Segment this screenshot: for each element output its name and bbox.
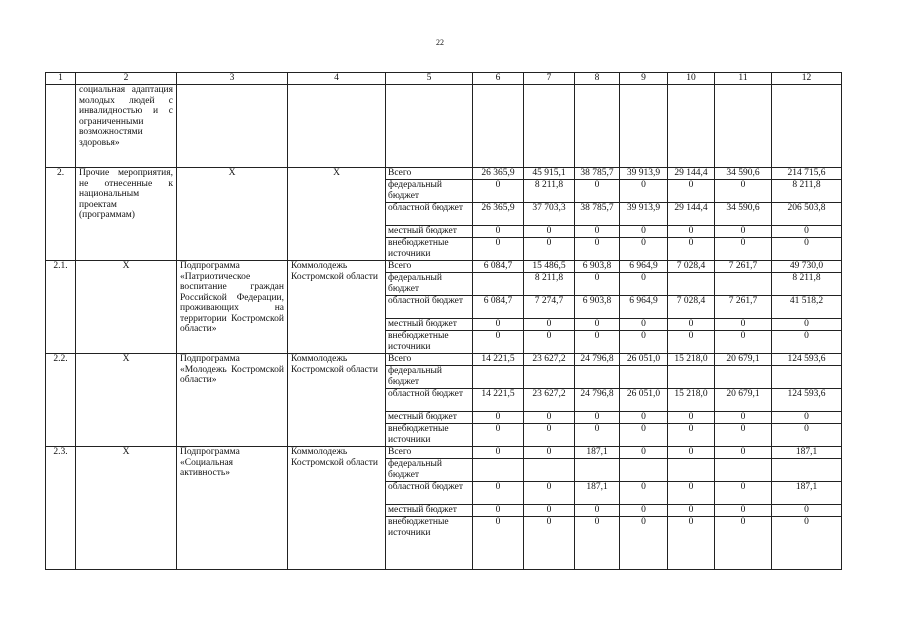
amount-cell-col11: 34 590,6 bbox=[715, 168, 772, 180]
amount-cell-col12: 41 518,2 bbox=[772, 296, 842, 319]
amount-cell-col8: 0 bbox=[575, 424, 620, 447]
amount-cell-col9: 0 bbox=[620, 447, 668, 459]
amount-cell-col9: 0 bbox=[620, 482, 668, 505]
executor: Коммолодежь Костромской области bbox=[288, 447, 386, 570]
empty-cell bbox=[386, 85, 473, 168]
table-row bbox=[46, 447, 842, 459]
table-row bbox=[46, 261, 842, 273]
amount-cell-col8: 0 bbox=[575, 319, 620, 331]
amount-cell-col6: 6 084,7 bbox=[473, 261, 524, 273]
funding-source: местный бюджет bbox=[386, 226, 473, 238]
continued-num-cell bbox=[46, 85, 76, 168]
amount-cell-col8: 6 903,8 bbox=[575, 261, 620, 273]
funding-source: федеральный бюджет bbox=[386, 180, 473, 203]
column-number-row bbox=[46, 73, 842, 85]
amount-cell-col12 bbox=[772, 366, 842, 389]
amount-cell-col11: 0 bbox=[715, 226, 772, 238]
amount-cell-col12: 214 715,6 bbox=[772, 168, 842, 180]
event-name: Х bbox=[76, 447, 177, 570]
event-name: Х bbox=[76, 261, 177, 354]
amount-cell-col10: 0 bbox=[668, 331, 715, 354]
amount-cell-col10: 0 bbox=[668, 517, 715, 570]
column-number-5: 5 bbox=[386, 73, 473, 85]
amount-cell-col8: 38 785,7 bbox=[575, 168, 620, 180]
amount-cell-col9: 0 bbox=[620, 424, 668, 447]
program-name: Подпрограмма «Молодежь Костромской области» bbox=[177, 354, 288, 447]
event-name: Прочие мероприятия, не отнесенные к национальным проектам (программам) bbox=[76, 168, 177, 261]
amount-cell-col9: 26 051,0 bbox=[620, 389, 668, 412]
table-row bbox=[46, 354, 842, 366]
amount-cell-col12: 0 bbox=[772, 331, 842, 354]
amount-cell-col11: 0 bbox=[715, 180, 772, 203]
amount-cell-col10: 15 218,0 bbox=[668, 354, 715, 366]
amount-cell-col11: 0 bbox=[715, 517, 772, 570]
amount-cell-col12: 0 bbox=[772, 505, 842, 517]
continued-text: социальная адаптация молодых людей с инвалидностью и с ограниченными возможностями здоровья» bbox=[76, 85, 177, 168]
funding-source: федеральный бюджет bbox=[386, 459, 473, 482]
row-number: 2.2. bbox=[46, 354, 76, 447]
amount-cell-col6: 0 bbox=[473, 517, 524, 570]
empty-cell bbox=[772, 85, 842, 168]
amount-cell-col10 bbox=[668, 366, 715, 389]
funding-source: внебюджетные источники bbox=[386, 331, 473, 354]
empty-cell bbox=[575, 85, 620, 168]
amount-cell-col11: 20 679,1 bbox=[715, 354, 772, 366]
amount-cell-col6: 0 bbox=[473, 505, 524, 517]
amount-cell-col6: 14 221,5 bbox=[473, 354, 524, 366]
amount-cell-col7: 37 703,3 bbox=[524, 203, 575, 226]
column-number-4: 4 bbox=[288, 73, 386, 85]
amount-cell-col10: 0 bbox=[668, 319, 715, 331]
amount-cell-col9: 0 bbox=[620, 517, 668, 570]
amount-cell-col6: 0 bbox=[473, 447, 524, 459]
amount-cell-col6: 6 084,7 bbox=[473, 296, 524, 319]
amount-cell-col11: 7 261,7 bbox=[715, 261, 772, 273]
amount-cell-col6 bbox=[473, 366, 524, 389]
empty-cell bbox=[473, 85, 524, 168]
amount-cell-col10: 0 bbox=[668, 180, 715, 203]
funding-source: областной бюджет bbox=[386, 203, 473, 226]
amount-cell-col11: 0 bbox=[715, 447, 772, 459]
amount-cell-col6: 0 bbox=[473, 238, 524, 261]
amount-cell-col9: 26 051,0 bbox=[620, 354, 668, 366]
amount-cell-col11: 34 590,6 bbox=[715, 203, 772, 226]
amount-cell-col7 bbox=[524, 459, 575, 482]
amount-cell-col7: 0 bbox=[524, 331, 575, 354]
amount-cell-col8: 24 796,8 bbox=[575, 354, 620, 366]
amount-cell-col12: 187,1 bbox=[772, 447, 842, 459]
amount-cell-col12: 8 211,8 bbox=[772, 180, 842, 203]
amount-cell-col7: 0 bbox=[524, 424, 575, 447]
amount-cell-col9: 6 964,9 bbox=[620, 296, 668, 319]
amount-cell-col7: 0 bbox=[524, 412, 575, 424]
amount-cell-col11: 0 bbox=[715, 319, 772, 331]
empty-cell bbox=[524, 85, 575, 168]
amount-cell-col12: 0 bbox=[772, 517, 842, 570]
amount-cell-col12: 8 211,8 bbox=[772, 273, 842, 296]
column-number-8: 8 bbox=[575, 73, 620, 85]
amount-cell-col7: 23 627,2 bbox=[524, 354, 575, 366]
event-name: Х bbox=[76, 354, 177, 447]
amount-cell-col11 bbox=[715, 273, 772, 296]
empty-cell bbox=[177, 85, 288, 168]
row-number: 2. bbox=[46, 168, 76, 261]
amount-cell-col8: 187,1 bbox=[575, 447, 620, 459]
amount-cell-col9: 0 bbox=[620, 180, 668, 203]
amount-cell-col7 bbox=[524, 366, 575, 389]
amount-cell-col9 bbox=[620, 459, 668, 482]
amount-cell-col11: 0 bbox=[715, 238, 772, 261]
amount-cell-col10: 0 bbox=[668, 447, 715, 459]
amount-cell-col10: 7 028,4 bbox=[668, 261, 715, 273]
funding-source: Всего bbox=[386, 447, 473, 459]
amount-cell-col12: 0 bbox=[772, 226, 842, 238]
amount-cell-col7: 7 274,7 bbox=[524, 296, 575, 319]
amount-cell-col12: 187,1 bbox=[772, 482, 842, 505]
amount-cell-col10: 0 bbox=[668, 226, 715, 238]
amount-cell-col10 bbox=[668, 273, 715, 296]
amount-cell-col10: 0 bbox=[668, 412, 715, 424]
executor: Х bbox=[288, 168, 386, 261]
amount-cell-col6: 0 bbox=[473, 424, 524, 447]
funding-source: местный бюджет bbox=[386, 319, 473, 331]
amount-cell-col8: 0 bbox=[575, 412, 620, 424]
amount-cell-col9: 6 964,9 bbox=[620, 261, 668, 273]
empty-cell bbox=[715, 85, 772, 168]
amount-cell-col7: 0 bbox=[524, 482, 575, 505]
amount-cell-col12: 49 730,0 bbox=[772, 261, 842, 273]
row-number: 2.3. bbox=[46, 447, 76, 570]
program-name: Подпрограмма «Социальная активность» bbox=[177, 447, 288, 570]
funding-source: Всего bbox=[386, 261, 473, 273]
amount-cell-col9: 0 bbox=[620, 226, 668, 238]
amount-cell-col11: 0 bbox=[715, 505, 772, 517]
amount-cell-col12: 0 bbox=[772, 412, 842, 424]
amount-cell-col11: 0 bbox=[715, 482, 772, 505]
amount-cell-col6: 26 365,9 bbox=[473, 203, 524, 226]
funding-source: внебюджетные источники bbox=[386, 238, 473, 261]
amount-cell-col6: 26 365,9 bbox=[473, 168, 524, 180]
column-number-1: 1 bbox=[46, 73, 76, 85]
table-row bbox=[46, 168, 842, 180]
amount-cell-col10: 29 144,4 bbox=[668, 168, 715, 180]
column-number-11: 11 bbox=[715, 73, 772, 85]
amount-cell-col6: 0 bbox=[473, 319, 524, 331]
column-number-2: 2 bbox=[76, 73, 177, 85]
amount-cell-col7: 45 915,1 bbox=[524, 168, 575, 180]
funding-source: областной бюджет bbox=[386, 389, 473, 412]
column-number-7: 7 bbox=[524, 73, 575, 85]
amount-cell-col8: 187,1 bbox=[575, 482, 620, 505]
funding-source: Всего bbox=[386, 354, 473, 366]
column-number-3: 3 bbox=[177, 73, 288, 85]
amount-cell-col12: 0 bbox=[772, 319, 842, 331]
amount-cell-col10: 29 144,4 bbox=[668, 203, 715, 226]
amount-cell-col9: 0 bbox=[620, 505, 668, 517]
amount-cell-col12: 206 503,8 bbox=[772, 203, 842, 226]
column-number-9: 9 bbox=[620, 73, 668, 85]
program-name: Х bbox=[177, 168, 288, 261]
amount-cell-col8: 0 bbox=[575, 505, 620, 517]
amount-cell-col8 bbox=[575, 459, 620, 482]
continued-row bbox=[46, 85, 842, 168]
funding-source: областной бюджет bbox=[386, 296, 473, 319]
amount-cell-col6 bbox=[473, 273, 524, 296]
amount-cell-col11 bbox=[715, 459, 772, 482]
executor: Коммолодежь Костромской области bbox=[288, 354, 386, 447]
amount-cell-col8: 0 bbox=[575, 226, 620, 238]
amount-cell-col8: 6 903,8 bbox=[575, 296, 620, 319]
amount-cell-col7: 0 bbox=[524, 505, 575, 517]
amount-cell-col9: 0 bbox=[620, 238, 668, 261]
funding-source: Всего bbox=[386, 168, 473, 180]
amount-cell-col9: 39 913,9 bbox=[620, 203, 668, 226]
amount-cell-col12: 124 593,6 bbox=[772, 354, 842, 366]
amount-cell-col6: 0 bbox=[473, 412, 524, 424]
amount-cell-col8 bbox=[575, 366, 620, 389]
funding-source: внебюджетные источники bbox=[386, 424, 473, 447]
amount-cell-col7: 8 211,8 bbox=[524, 180, 575, 203]
amount-cell-col6: 0 bbox=[473, 482, 524, 505]
program-name: Подпрограмма «Патриотическое воспитание граждан Российской Федерации, проживающих на территории Костромской области» bbox=[177, 261, 288, 354]
amount-cell-col7: 23 627,2 bbox=[524, 389, 575, 412]
funding-source: федеральный бюджет bbox=[386, 273, 473, 296]
column-number-6: 6 bbox=[473, 73, 524, 85]
empty-cell bbox=[620, 85, 668, 168]
amount-cell-col7: 0 bbox=[524, 238, 575, 261]
page-number: 22 bbox=[436, 38, 444, 47]
amount-cell-col9: 0 bbox=[620, 273, 668, 296]
amount-cell-col8: 0 bbox=[575, 180, 620, 203]
row-number: 2.1. bbox=[46, 261, 76, 354]
funding-source: федеральный бюджет bbox=[386, 366, 473, 389]
empty-cell bbox=[668, 85, 715, 168]
amount-cell-col10: 0 bbox=[668, 505, 715, 517]
amount-cell-col12: 0 bbox=[772, 424, 842, 447]
amount-cell-col10: 7 028,4 bbox=[668, 296, 715, 319]
amount-cell-col11: 0 bbox=[715, 424, 772, 447]
amount-cell-col10: 0 bbox=[668, 424, 715, 447]
budget-table bbox=[45, 72, 842, 570]
amount-cell-col9: 0 bbox=[620, 319, 668, 331]
amount-cell-col12: 124 593,6 bbox=[772, 389, 842, 412]
amount-cell-col11 bbox=[715, 366, 772, 389]
funding-source: внебюджетные источники bbox=[386, 517, 473, 570]
amount-cell-col7: 0 bbox=[524, 226, 575, 238]
amount-cell-col12: 0 bbox=[772, 238, 842, 261]
amount-cell-col7: 15 486,5 bbox=[524, 261, 575, 273]
amount-cell-col11: 0 bbox=[715, 412, 772, 424]
column-number-12: 12 bbox=[772, 73, 842, 85]
amount-cell-col7: 0 bbox=[524, 447, 575, 459]
amount-cell-col10: 15 218,0 bbox=[668, 389, 715, 412]
amount-cell-col9: 0 bbox=[620, 412, 668, 424]
funding-source: местный бюджет bbox=[386, 412, 473, 424]
amount-cell-col12 bbox=[772, 459, 842, 482]
amount-cell-col8: 38 785,7 bbox=[575, 203, 620, 226]
amount-cell-col10 bbox=[668, 459, 715, 482]
funding-source: областной бюджет bbox=[386, 482, 473, 505]
amount-cell-col6: 0 bbox=[473, 180, 524, 203]
amount-cell-col8: 0 bbox=[575, 331, 620, 354]
executor: Коммолодежь Костромской области bbox=[288, 261, 386, 354]
column-number-10: 10 bbox=[668, 73, 715, 85]
amount-cell-col8: 0 bbox=[575, 273, 620, 296]
amount-cell-col7: 0 bbox=[524, 517, 575, 570]
amount-cell-col9: 0 bbox=[620, 331, 668, 354]
amount-cell-col8: 0 bbox=[575, 238, 620, 261]
amount-cell-col11: 7 261,7 bbox=[715, 296, 772, 319]
amount-cell-col7: 8 211,8 bbox=[524, 273, 575, 296]
amount-cell-col10: 0 bbox=[668, 238, 715, 261]
amount-cell-col8: 0 bbox=[575, 517, 620, 570]
amount-cell-col9 bbox=[620, 366, 668, 389]
amount-cell-col7: 0 bbox=[524, 319, 575, 331]
amount-cell-col6 bbox=[473, 459, 524, 482]
amount-cell-col11: 20 679,1 bbox=[715, 389, 772, 412]
amount-cell-col8: 24 796,8 bbox=[575, 389, 620, 412]
amount-cell-col9: 39 913,9 bbox=[620, 168, 668, 180]
funding-source: местный бюджет bbox=[386, 505, 473, 517]
amount-cell-col6: 0 bbox=[473, 226, 524, 238]
empty-cell bbox=[288, 85, 386, 168]
amount-cell-col10: 0 bbox=[668, 482, 715, 505]
amount-cell-col6: 0 bbox=[473, 331, 524, 354]
amount-cell-col6: 14 221,5 bbox=[473, 389, 524, 412]
amount-cell-col11: 0 bbox=[715, 331, 772, 354]
